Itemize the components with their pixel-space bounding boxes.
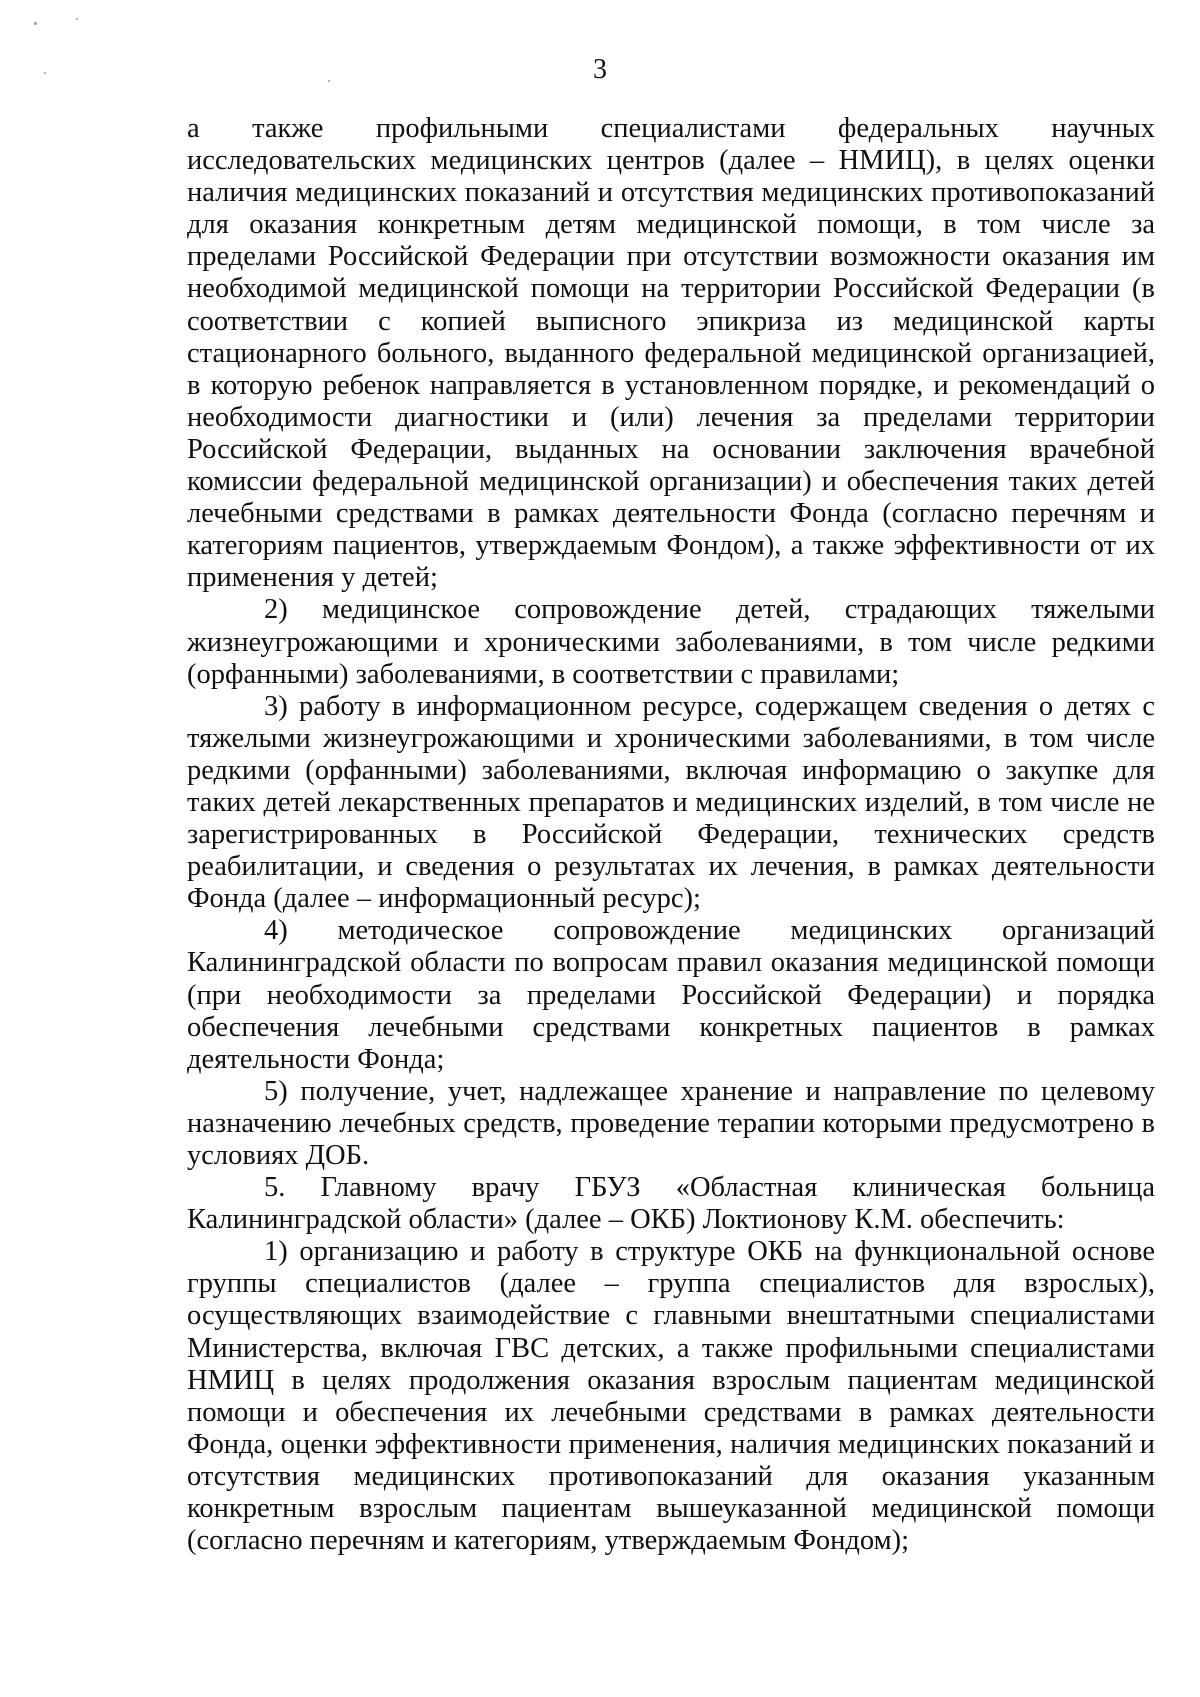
list-item-5: 5) получение, учет, надлежащее хранение и направление по целевому назначению лечебных средств, проведение терапии которыми предусмотрено в условиях ДОБ. xyxy=(187,1075,1155,1171)
scan-speck xyxy=(34,22,37,25)
document-body xyxy=(187,113,1155,1557)
section-5-heading: 5. Главному врачу ГБУЗ «Областная клиническая больница Калининградской области» (далее – ОКБ) Локтионову К.М. обеспечить: xyxy=(187,1172,1155,1236)
list-item-2: 2) медицинское сопровождение детей, страдающих тяжелыми жизнеугрожающими и хроническими заболеваниями, в том числе редкими (орфанными) заболеваниями, в соответствии с правилами; xyxy=(187,594,1155,690)
scan-speck xyxy=(76,18,78,20)
paragraph-continuation: а также профильными специалистами федеральных научных исследовательских медицинских центров (далее – НМИЦ), в целях оценки наличия медицинских показаний и отсутствия медицинских противопоказаний для оказания конкретным детям медицинской помощи, в том числе за пределами Российской Федерации при отсутствии возможности оказания им необходимой медицинской помощи на территории Российской Федерации (в соответствии с копией выписного эпикриза из медицинской карты стационарного больного, выданного федеральной медицинской организацией, в которую ребенок направляется в установленном порядке, и рекомендаций о необходимости диагностики и (или) лечения за пределами территории Российской Федерации, выданных на основании заключения врачебной комиссии федеральной медицинской организации) и обеспечения таких детей лечебными средствами в рамках деятельности Фонда (согласно перечням и категориям пациентов, утверждаемым Фондом), а также эффективности от их применения у детей; xyxy=(187,113,1155,594)
section-5-item-1: 1) организацию и работу в структуре ОКБ на функциональной основе группы специалистов (далее – группа специалистов для взрослых), осуществляющих взаимодействие с главными внештатными специалистами Министерства, включая ГВС детских, а также профильными специалистами НМИЦ в целях продолжения оказания взрослым пациентам медицинской помощи и обеспечения их лечебными средствами в рамках деятельности Фонда, оценки эффективности применения, наличия медицинских показаний и отсутствия медицинских противопоказаний для оказания указанным конкретным взрослым пациентам вышеуказанной медицинской помощи (согласно перечням и категориям, утверждаемым Фондом); xyxy=(187,1236,1155,1557)
list-item-3: 3) работу в информационном ресурсе, содержащем сведения о детях с тяжелыми жизнеугрожающими и хроническими заболеваниями, в том числе редкими (орфанными) заболеваниями, включая информацию о закупке для таких детей лекарственных препаратов и медицинских изделий, в том числе не зарегистрированных в Российской Федерации, технических средств реабилитации, и сведения о результатах их лечения, в рамках деятельности Фонда (далее – информационный ресурс); xyxy=(187,690,1155,915)
page-number: 3 xyxy=(593,54,607,85)
list-item-4: 4) методическое сопровождение медицинских организаций Калининградской области по вопросам правил оказания медицинской помощи (при необходимости за пределами Российской Федерации) и порядка обеспечения лечебными средствами конкретных пациентов в рамках деятельности Фонда; xyxy=(187,915,1155,1075)
